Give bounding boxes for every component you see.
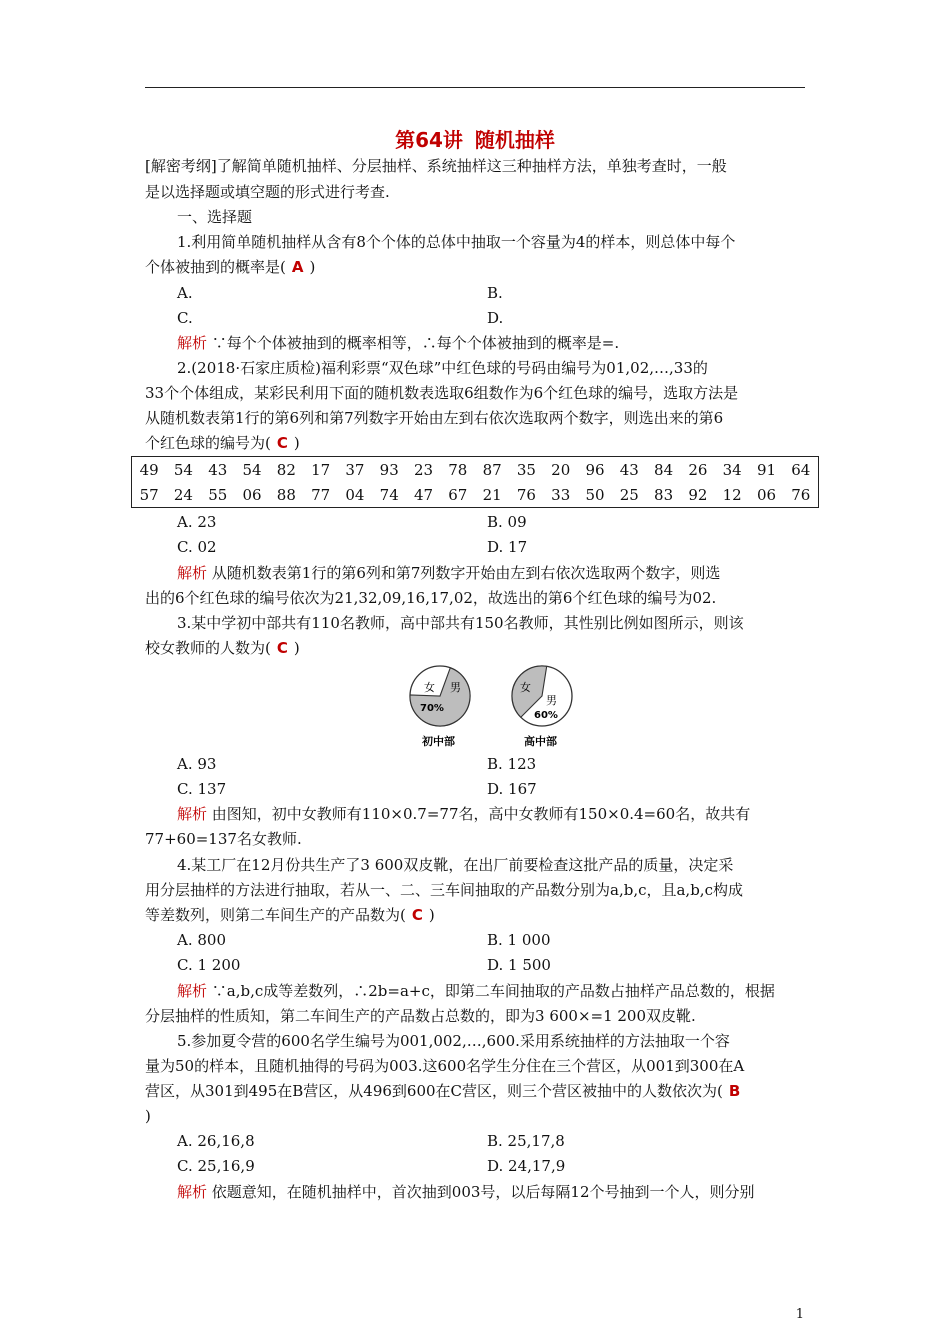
random-table-cell: 64 bbox=[791, 460, 811, 479]
q3-solution-2: 77+60=137名女教师. bbox=[145, 830, 302, 848]
q1-option-d: D. bbox=[487, 309, 504, 327]
random-table-cell: 06 bbox=[242, 485, 262, 504]
q2-line-2: 33个个体组成，某彩民利用下面的随机数表选取6组数作为6个红色球的编号，选取方法是 bbox=[145, 384, 739, 402]
q2-line-3: 从随机数表第1行的第6列和第7列数字开始由左到右依次选取两个数字，则选出来的第6 bbox=[145, 409, 724, 427]
random-table-cell: 82 bbox=[276, 460, 296, 479]
random-number-table bbox=[131, 456, 819, 508]
random-table-cell: 34 bbox=[722, 460, 742, 479]
q2-option-a: A. 23 bbox=[177, 513, 217, 531]
random-table-cell: 83 bbox=[654, 485, 674, 504]
q1-option-b: B. bbox=[487, 284, 503, 302]
random-table-cell: 17 bbox=[311, 460, 331, 479]
pie-senior-female-label: 女 bbox=[520, 681, 531, 694]
q4-solution-1: 解析 ∵a,b,c成等差数列，∴2b=a+c，即第二车间抽取的产品数占抽样产品总数的，根据 bbox=[177, 982, 775, 1000]
solution-label: 解析 bbox=[177, 1183, 208, 1201]
q3-solution-1: 解析 由图知，初中女教师有110×0.7=77名，高中女教师有150×0.4=60名，故共有 bbox=[177, 805, 751, 823]
page-title bbox=[0, 124, 950, 153]
intro-line-2: 是以选择题或填空题的形式进行考查. bbox=[145, 183, 390, 201]
pie-junior-caption: 初中部 bbox=[422, 735, 455, 748]
random-table-cell: 93 bbox=[379, 460, 399, 479]
random-table-cell: 20 bbox=[551, 460, 571, 479]
random-table-cell: 54 bbox=[173, 460, 193, 479]
header-rule bbox=[145, 87, 805, 88]
random-table-cell: 67 bbox=[448, 485, 468, 504]
random-table-cell: 47 bbox=[413, 485, 434, 504]
random-table-row bbox=[132, 482, 819, 508]
random-table-cell: 55 bbox=[208, 485, 228, 504]
random-table-row bbox=[132, 457, 819, 483]
q4-line-3: 等差数列，则第二车间生产的产品数为( C ) bbox=[145, 906, 435, 924]
q2-line-1: 2.(2018·石家庄质检)福利彩票“双色球”中红色球的号码由编号为01,02,…,33的 bbox=[177, 359, 708, 377]
q5-option-d: D. 24,17,9 bbox=[487, 1157, 566, 1175]
q4-answer: C bbox=[411, 906, 423, 924]
q4-line-1: 4.某工厂在12月份共生产了3 600双皮靴，在出厂前要检查这批产品的质量，决定采 bbox=[177, 856, 734, 874]
pie-senior-pct: 60% bbox=[534, 710, 558, 721]
random-table-cell: 88 bbox=[276, 485, 296, 504]
random-table-cell: 92 bbox=[688, 485, 708, 504]
intro-line-1: [解密考纲]了解简单随机抽样、分层抽样、系统抽样这三种抽样方法，单独考查时，一般 bbox=[145, 157, 727, 175]
solution-label: 解析 bbox=[177, 564, 208, 582]
random-table-cell: 25 bbox=[619, 485, 639, 504]
q1-option-a: A. bbox=[177, 284, 193, 302]
q1-answer: A bbox=[291, 258, 304, 276]
q3-line-2: 校女教师的人数为( C ) bbox=[145, 639, 300, 657]
q2-option-b: B. 09 bbox=[487, 513, 527, 531]
gender-pie-charts bbox=[400, 661, 590, 753]
random-table-cell: 23 bbox=[413, 460, 434, 479]
random-table-cell: 76 bbox=[516, 485, 536, 504]
solution-label: 解析 bbox=[177, 334, 208, 352]
random-table-cell: 50 bbox=[585, 485, 605, 504]
random-table-cell: 24 bbox=[173, 485, 193, 504]
q5-option-a: A. 26,16,8 bbox=[177, 1132, 255, 1150]
q2-option-c: C. 02 bbox=[177, 538, 217, 556]
random-table-cell: 76 bbox=[791, 485, 811, 504]
random-table-cell: 37 bbox=[345, 460, 365, 479]
random-table-cell: 84 bbox=[654, 460, 674, 479]
q2-answer: C bbox=[276, 434, 288, 452]
q5-option-b: B. 25,17,8 bbox=[487, 1132, 565, 1150]
q1-solution: 解析 ∵每个个体被抽到的概率相等，∴每个个体被抽到的概率是=. bbox=[177, 334, 620, 352]
solution-label: 解析 bbox=[177, 982, 208, 1000]
page-number: 1 bbox=[795, 1307, 804, 1322]
q4-option-b: B. 1 000 bbox=[487, 931, 551, 949]
random-table-cell: 33 bbox=[551, 485, 571, 504]
q2-option-d: D. 17 bbox=[487, 538, 528, 556]
q3-line-1: 3.某中学初中部共有110名教师，高中部共有150名教师，其性别比例如图所示，则该 bbox=[177, 614, 744, 632]
title-lecture-number: 第64讲 bbox=[395, 128, 463, 152]
random-table-cell: 74 bbox=[379, 485, 399, 504]
q3-option-c: C. 137 bbox=[177, 780, 227, 798]
random-table-cell: 87 bbox=[482, 460, 502, 479]
q1-line-1: 1.利用简单随机抽样从含有8个个体的总体中抽取一个容量为4的样本，则总体中每个 bbox=[177, 233, 736, 251]
q5-line-3: 营区，从301到495在B营区，从496到600在C营区，则三个营区被抽中的人数依次为( B bbox=[145, 1082, 741, 1100]
random-table-cell: 12 bbox=[722, 485, 742, 504]
q4-option-d: D. 1 500 bbox=[487, 956, 551, 974]
random-table-cell: 21 bbox=[482, 485, 502, 504]
q5-line-2: 量为50的样本，且随机抽得的号码为003.这600名学生分住在三个营区，从001到300在A bbox=[145, 1057, 745, 1075]
q2-solution-1: 解析 从随机数表第1行的第6列和第7列数字开始由左到右依次选取两个数字，则选 bbox=[177, 564, 721, 582]
random-table-cell: 43 bbox=[208, 460, 228, 479]
q3-answer: C bbox=[276, 639, 288, 657]
q1-line-2: 个体被抽到的概率是( A ) bbox=[145, 258, 316, 276]
q4-option-c: C. 1 200 bbox=[177, 956, 241, 974]
q5-answer: B bbox=[728, 1082, 741, 1100]
random-table-cell: 06 bbox=[756, 485, 777, 504]
random-table-cell: 49 bbox=[139, 460, 159, 479]
q5-line-4: ) bbox=[145, 1107, 151, 1125]
q2-solution-2: 出的6个红色球的编号依次为21,32,09,16,17,02，故选出的第6个红色球的编号为02. bbox=[145, 589, 717, 607]
q3-option-d: D. 167 bbox=[487, 780, 537, 798]
q4-solution-2: 分层抽样的性质知，第二车间生产的产品数占总数的，即为3 600×=1 200双皮靴. bbox=[145, 1007, 696, 1025]
pie-junior-male-label: 男 bbox=[450, 681, 461, 694]
q2-line-4: 个红色球的编号为( C ) bbox=[145, 434, 300, 452]
random-table-cell: 57 bbox=[139, 485, 159, 504]
pie-senior-caption: 高中部 bbox=[524, 735, 557, 748]
title-topic: 随机抽样 bbox=[474, 128, 555, 152]
section-heading: 一、选择题 bbox=[177, 208, 253, 226]
q4-option-a: A. 800 bbox=[177, 931, 226, 949]
pie-junior-female-label: 女 bbox=[424, 681, 435, 694]
q5-line-1: 5.参加夏令营的600名学生编号为001,002,…,600.采用系统抽样的方法抽取一个容 bbox=[177, 1032, 730, 1050]
pie-senior-male-label: 男 bbox=[546, 694, 557, 707]
random-table-cell: 04 bbox=[345, 485, 365, 504]
random-table-cell: 96 bbox=[585, 460, 605, 479]
random-table-cell: 91 bbox=[756, 460, 777, 479]
q1-option-c: C. bbox=[177, 309, 193, 327]
q3-option-b: B. 123 bbox=[487, 755, 537, 773]
pie-junior-pct: 70% bbox=[420, 703, 444, 714]
q5-solution-1: 解析 依题意知，在随机抽样中，首次抽到003号，以后每隔12个号抽到一个人，则分别 bbox=[177, 1183, 755, 1201]
random-table-cell: 77 bbox=[311, 485, 331, 504]
random-table-cell: 78 bbox=[448, 460, 468, 479]
random-table-cell: 54 bbox=[242, 460, 262, 479]
solution-label: 解析 bbox=[177, 805, 208, 823]
random-table-cell: 43 bbox=[619, 460, 639, 479]
random-table-cell: 35 bbox=[516, 460, 536, 479]
q3-option-a: A. 93 bbox=[177, 755, 217, 773]
q4-line-2: 用分层抽样的方法进行抽取，若从一、二、三车间抽取的产品数分别为a,b,c，且a,b,c构成 bbox=[145, 881, 743, 899]
q5-option-c: C. 25,16,9 bbox=[177, 1157, 255, 1175]
random-table-cell: 26 bbox=[688, 460, 708, 479]
